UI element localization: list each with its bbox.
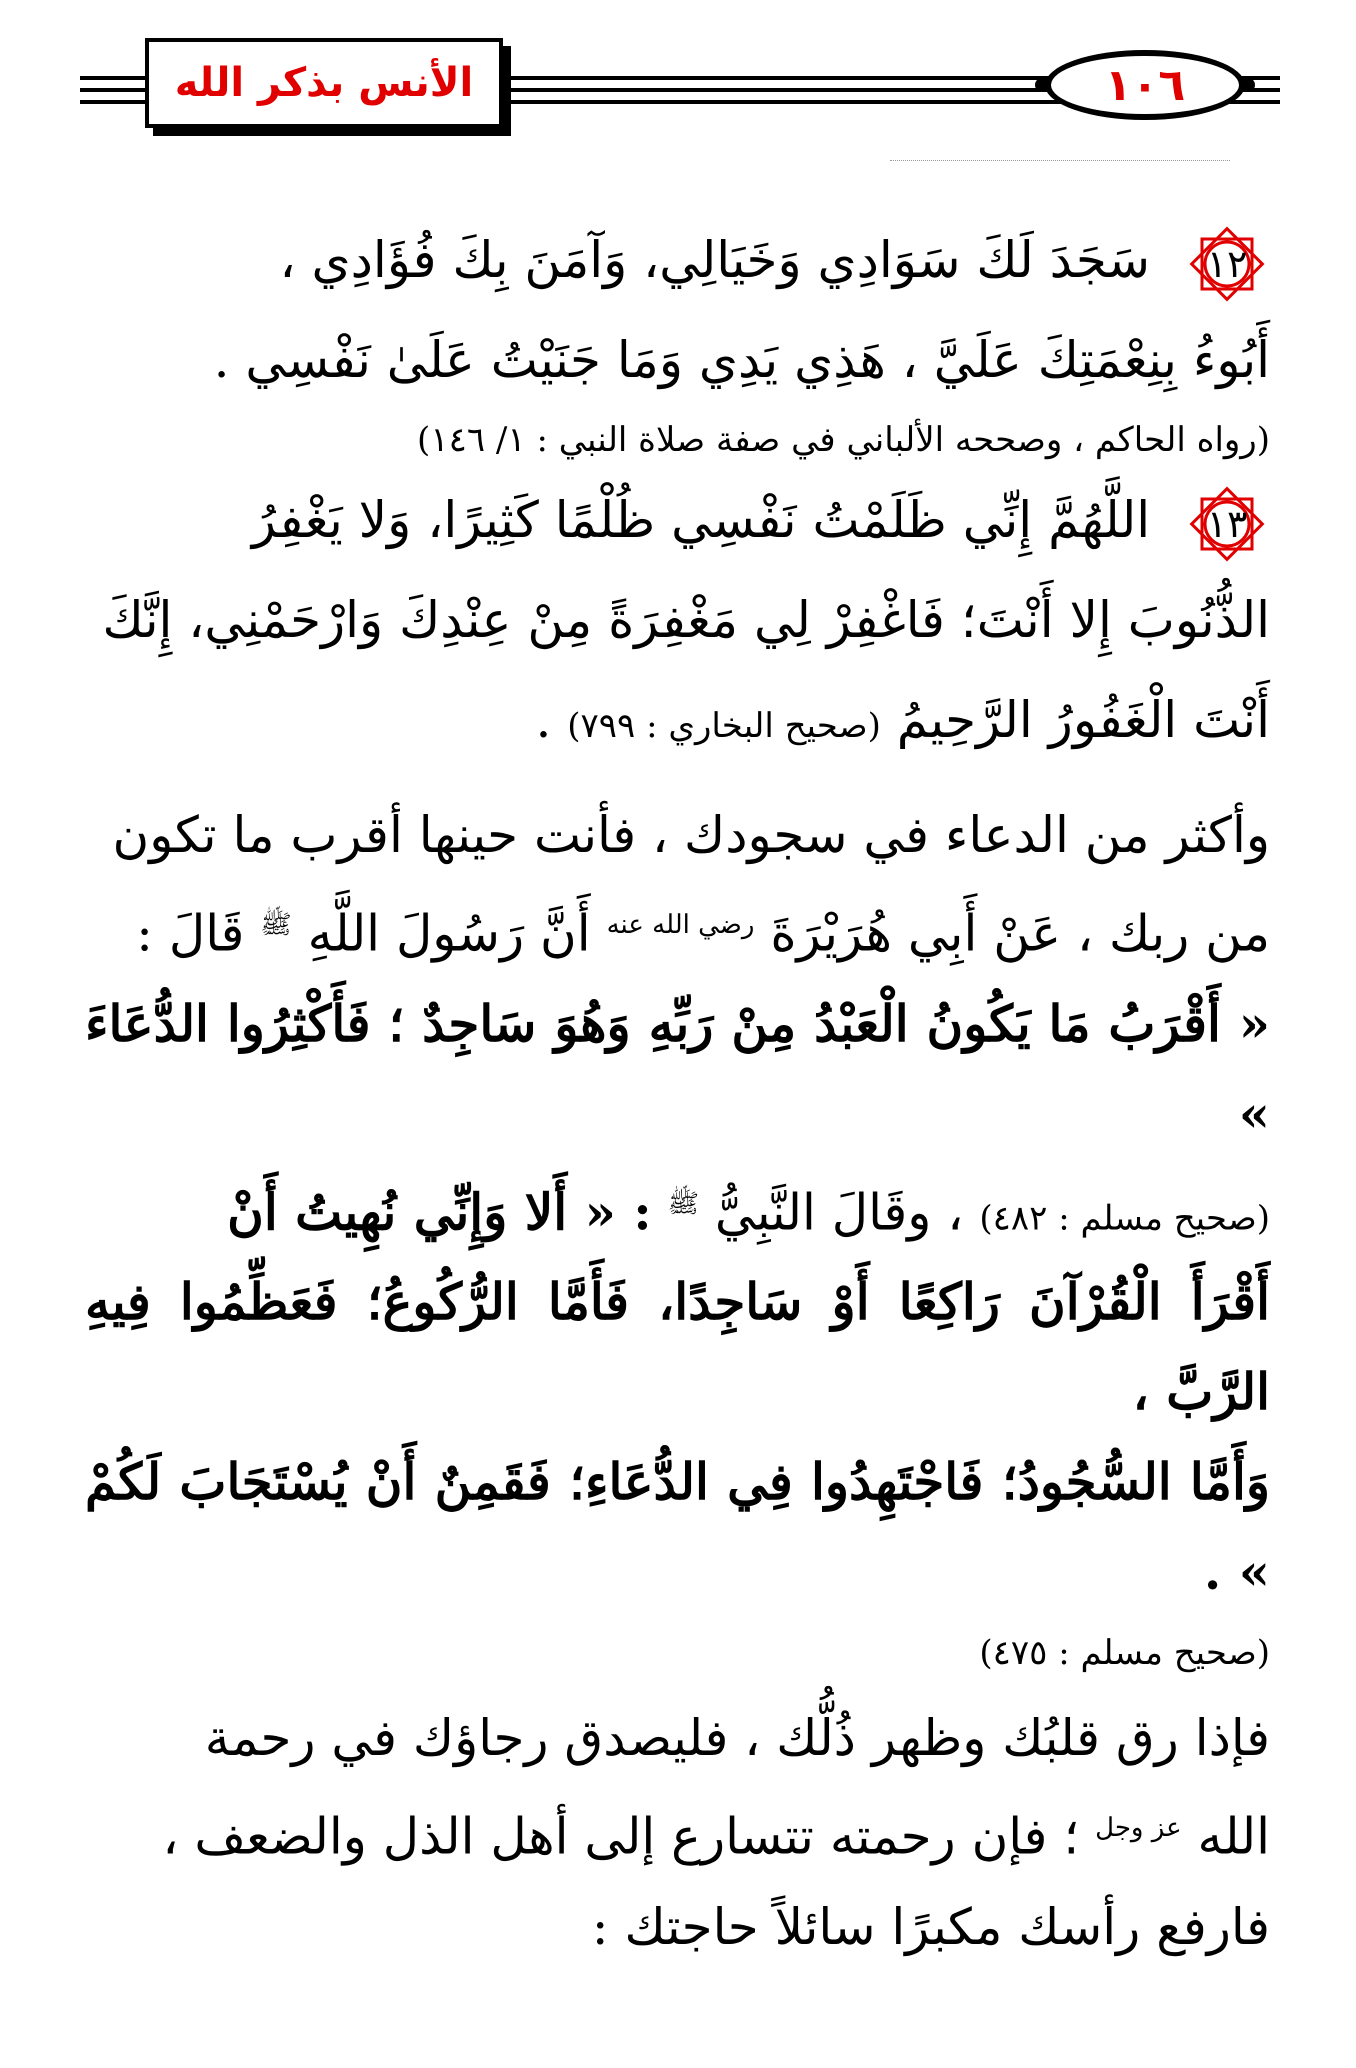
honorific: ﷺ: [260, 910, 292, 940]
dua-12-reference: (رواه الحاكم ، وصححه الألباني في صفة صلاة النبي : ١/ ١٤٦): [417, 420, 1270, 460]
dua-13-line-1: [85, 470, 1270, 570]
text-segment: قَالَ :: [136, 904, 245, 963]
star-number-badge: [1184, 221, 1270, 307]
para-1-line-1: وأكثر من الدعاء في سجودك ، فأنت حينها أقرب ما تكون: [112, 806, 1270, 864]
para-2-line-1: فإذا رق قلبُك وظهر ذُلُّك ، فليصدق رجاؤك في رحمة: [204, 1709, 1270, 1768]
dua-12-line-1: [85, 210, 1270, 310]
para-1-line-2: [85, 880, 1270, 979]
oval-dot: [1035, 78, 1049, 92]
page-header: [80, 38, 1280, 138]
page-number: ١٠٦: [1104, 59, 1186, 111]
decorative-dotted-line: [890, 160, 1230, 161]
honorific: رضي الله عنه: [606, 910, 755, 940]
hadith-2-line-2: أَقْرَأَ الْقُرْآنَ رَاكِعًا أَوْ سَاجِدًا، فَأَمَّا الرُّكُوعُ؛ فَعَظِّمُوا فِيهِ الرَّبَّ ،: [85, 1272, 1270, 1422]
text-segment: الله: [1197, 1807, 1270, 1866]
para-1-line-4: [85, 1159, 1270, 1258]
dua-13-reference: (صحيح البخاري : ٧٩٩): [567, 706, 881, 746]
page-content: [85, 210, 1270, 1972]
dua-13-line-2: الذُّنُوبَ إِلا أَنْتَ؛ فَاغْفِرْ لِي مَغْفِرَةً مِنْ عِنْدِكَ وَارْحَمْنِي، إِنَّكَ: [102, 591, 1270, 649]
text-segment: ، وقَالَ النَّبِيُّ: [714, 1183, 964, 1242]
hadith-2-line-3: وَأَمَّا السُّجُودُ؛ فَاجْتَهِدُوا فِي الدُّعَاءِ؛ فَقَمِنٌ أَنْ يُسْتَجَابَ لَكُمْ » .: [85, 1452, 1270, 1602]
honorific: عز وجل: [1095, 1813, 1182, 1844]
para-2-line-2: [85, 1783, 1270, 1882]
dua-end-mark: .: [535, 691, 552, 749]
dua-number: ١٢: [1206, 242, 1248, 286]
star-number-badge: [1184, 481, 1270, 567]
book-title-box: [145, 38, 503, 128]
dua-13-line-3: [85, 670, 1270, 770]
para-2-line-3: فارفع رأسك مكبرًا سائلاً حاجتك :: [591, 1897, 1270, 1956]
dua-text: سَجَدَ لَكَ سَوَادِي وَخَيَالِي، وَآمَنَ بِكَ فُؤَادِي ،: [279, 231, 1151, 289]
hadith-2-reference: (صحيح مسلم : ٤٧٥): [979, 1633, 1270, 1674]
text-segment: ؛ فإن رحمته تتسارع إلى أهل الذل والضعف ،: [162, 1807, 1080, 1866]
dua-text: اللَّهُمَّ إِنِّي ظَلَمْتُ نَفْسِي ظُلْمًا كَثِيرًا، وَلا يَغْفِرُ: [251, 491, 1151, 549]
text-segment: أَنَّ رَسُولَ اللَّهِ: [307, 904, 591, 963]
page-number-oval: [1045, 50, 1245, 120]
dua-text: أَنْتَ الْغَفُورُ الرَّحِيمُ: [896, 691, 1270, 749]
dua-number: ١٣: [1206, 502, 1248, 546]
text-segment: من ربك ، عَنْ أَبِي هُرَيْرَةَ: [770, 904, 1270, 963]
honorific: ﷺ: [667, 1188, 700, 1219]
dua-12-line-2: أَبُوءُ بِنِعْمَتِكَ عَلَيَّ ، هَذِي يَدِي وَمَا جَنَيْتُ عَلَىٰ نَفْسِي .: [213, 331, 1270, 389]
hadith-2-start: : « أَلا وَإِنِّي نُهِيتُ أَنْ: [227, 1182, 652, 1242]
oval-dot: [1241, 78, 1255, 92]
hadith-1-reference: (صحيح مسلم : ٤٨٢): [979, 1198, 1270, 1239]
hadith-1: « أَقْرَبُ مَا يَكُونُ الْعَبْدُ مِنْ رَبِّهِ وَهُوَ سَاجِدٌ ؛ فَأَكْثِرُوا الدُّعَاءَ »: [85, 993, 1270, 1143]
book-title: الأنس بذكر الله: [174, 60, 474, 106]
